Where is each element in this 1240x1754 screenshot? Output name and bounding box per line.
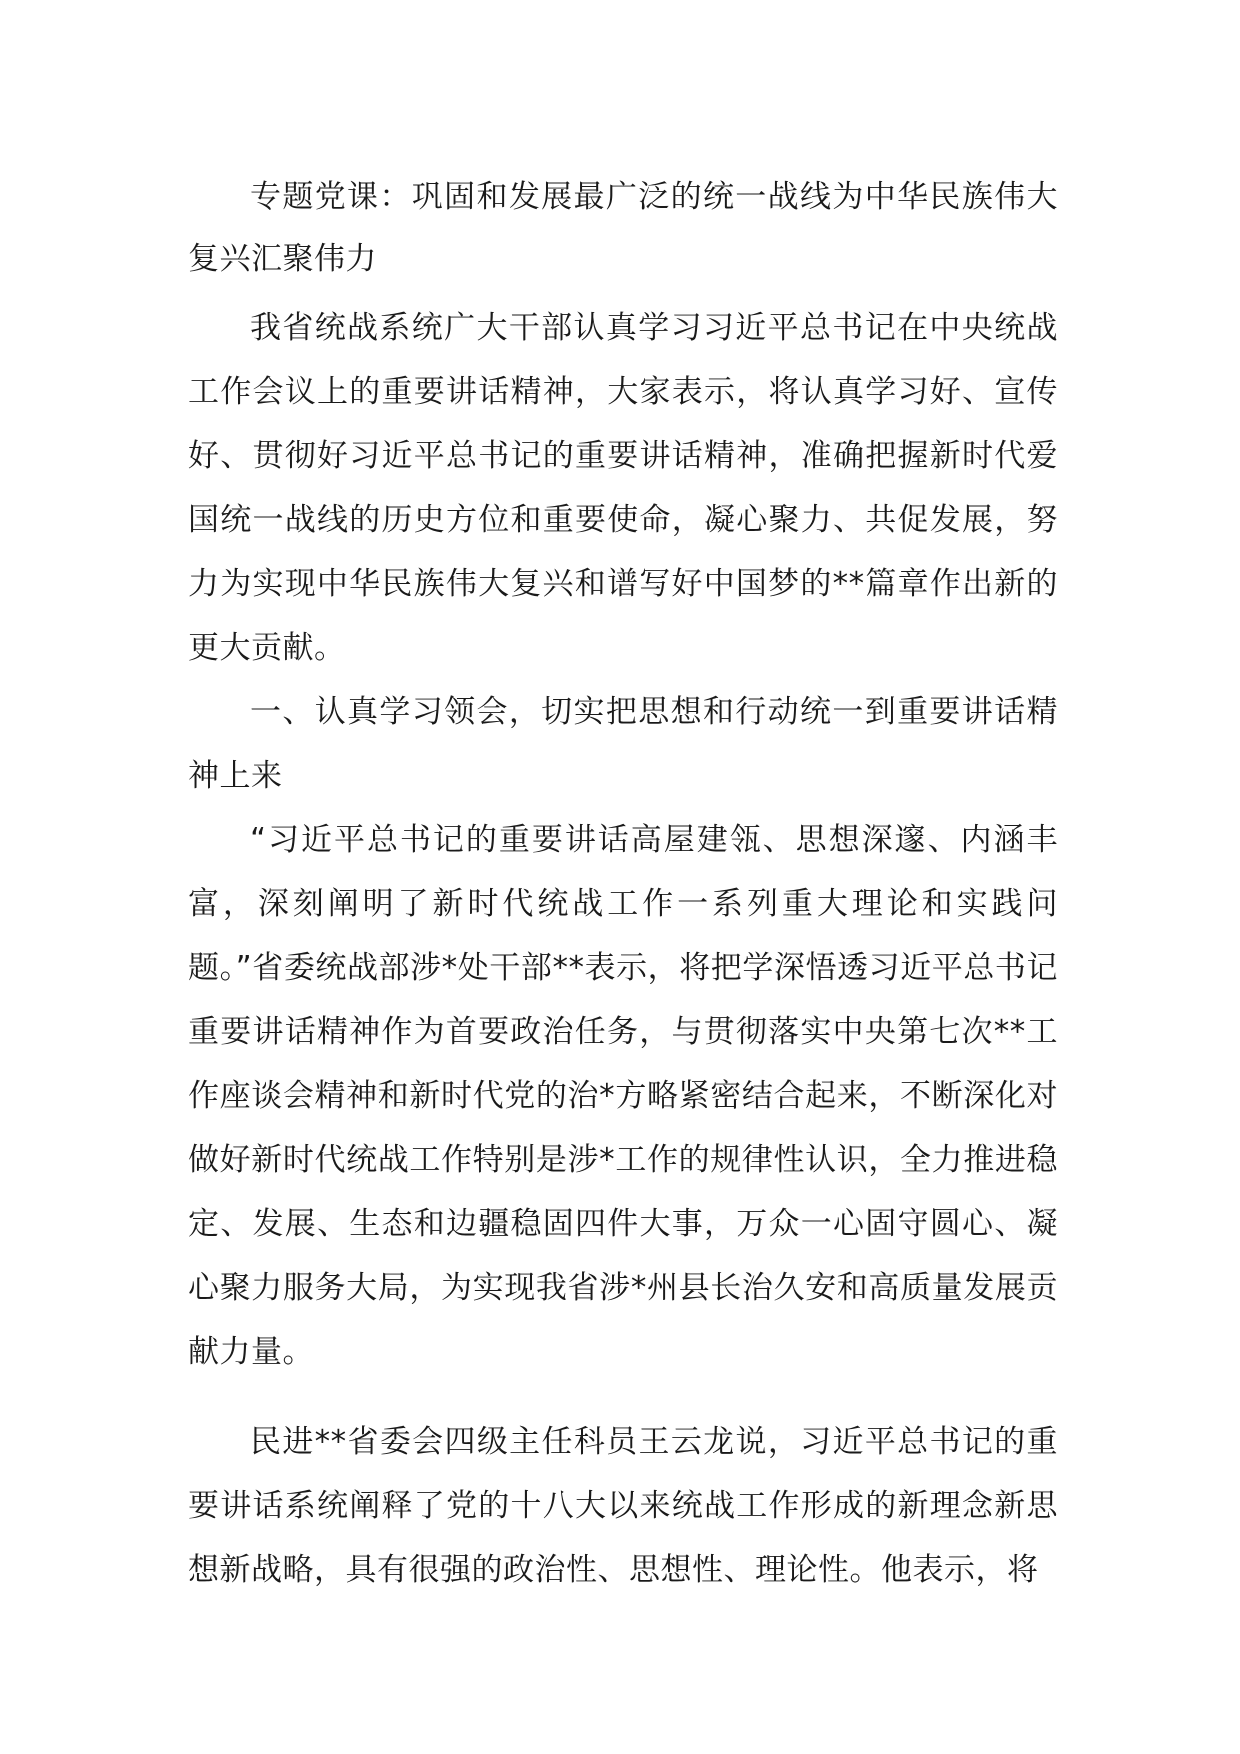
paragraph-quote: “习近平总书记的重要讲话高屋建瓴、思想深邃、内涵丰富，深刻阐明了新时代统战工作一系列重大理论和实践问题。”省委统战部涉*处干部**表示，将把学深悟透习近平总书记重要讲话精神作为首要政治任务，与贯彻落实中央第七次**工作座谈会精神和新时代党的治*方略紧密结合起来，不断深化对做好新时代统战工作特别是涉*工作的规律性认识，全力推进稳定、发展、生态和边疆稳固四件大事，万众一心固守圆心、凝心聚力服务大局，为实现我省涉*州县长治久安和高质量发展贡献力量。 [188,822,1058,1370]
paragraph-minjin: 民进**省委会四级主任科员王云龙说，习近平总书记的重要讲话系统阐释了党的十八大以来统战工作形成的新理念新思想新战略，具有很强的政治性、思想性、理论性。他表示，将 [188,1424,1058,1588]
paragraph-intro: 我省统战系统广大干部认真学习习近平总书记在中央统战工作会议上的重要讲话精神，大家表示，将认真学习好、宣传好、贯彻好习近平总书记的重要讲话精神，准确把握新时代爱国统一战线的历史方位和重要使命，凝心聚力、共促发展，努力为实现中华民族伟大复兴和谱写好中国梦的**篇章作出新的更大贡献。 [188,310,1058,666]
document-body [188,166,1058,1602]
section-heading-1: 一、认真学习领会，切实把思想和行动统一到重要讲话精神上来 [188,694,1058,794]
document-title: 专题党课：巩固和发展最广泛的统一战线为中华民族伟大复兴汇聚伟力 [188,179,1058,277]
